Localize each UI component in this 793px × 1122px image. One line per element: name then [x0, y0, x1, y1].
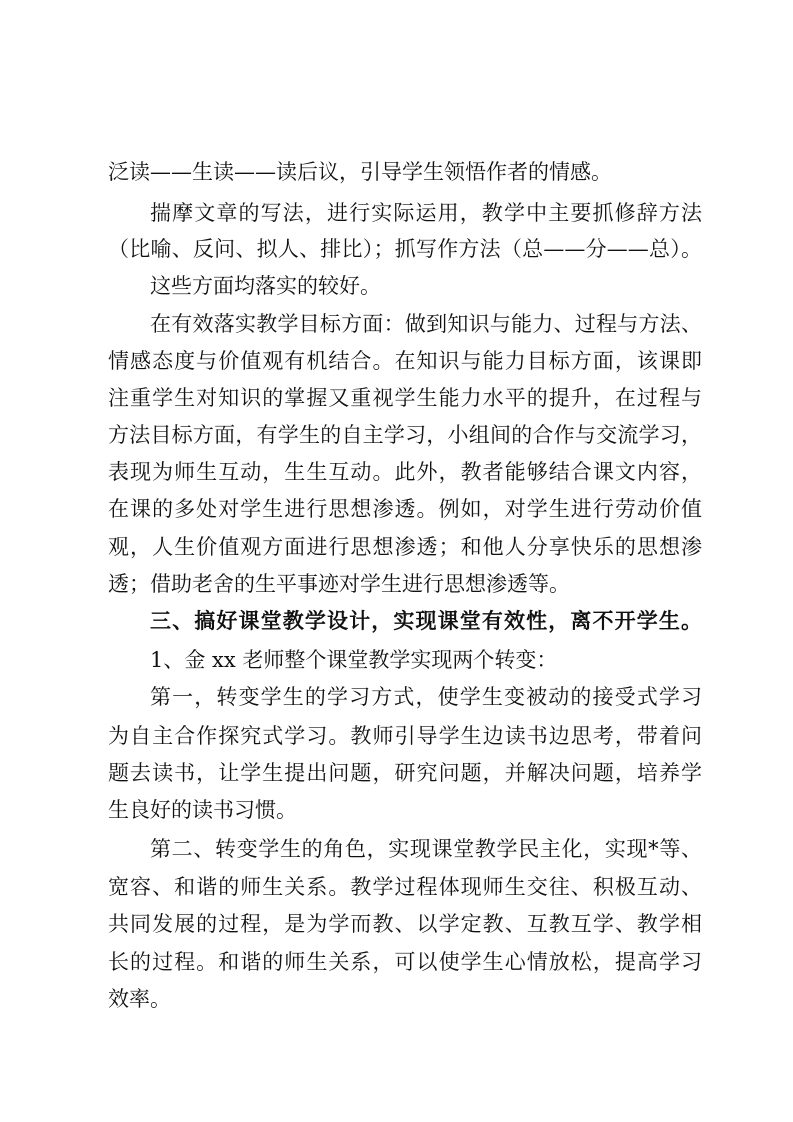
paragraph-line: 为自主合作探究式学习。教师引导学生边读书边思考，带着问 — [108, 724, 702, 748]
paragraph-line: 第二、转变学生的角色，实现课堂教学民主化，实现*等、 — [150, 837, 702, 861]
paragraph-line: 表现为师生互动，生生互动。此外，教者能够结合课文内容， — [108, 460, 702, 484]
paragraph-line: 透；借助老舍的生平事迹对学生进行思想渗透等。 — [108, 572, 570, 596]
paragraph-line: 在有效落实教学目标方面：做到知识与能力、过程与方法、 — [150, 312, 702, 336]
paragraph-line: （比喻、反问、拟人、排比）；抓写作方法（总——分——总）。 — [108, 237, 702, 261]
paragraph-line: 揣摩文章的写法，进行实际运用，教学中主要抓修辞方法 — [150, 201, 702, 225]
paragraph-line: 宽容、和谐的师生关系。教学过程体现师生交往、积极互动、 — [108, 875, 702, 899]
paragraph-line: 1、金 xx 老师整个课堂教学实现两个转变： — [150, 648, 558, 672]
paragraph-line: 生良好的读书习惯。 — [108, 798, 297, 822]
paragraph-line: 第一，转变学生的学习方式，使学生变被动的接受式学习 — [150, 685, 702, 709]
paragraph-line: 方法目标方面，有学生的自主学习，小组间的合作与交流学习， — [108, 423, 702, 447]
paragraph-line: 这些方面均落实的较好。 — [150, 274, 381, 298]
paragraph-line: 在课的多处对学生进行思想渗透。例如，对学生进行劳动价值 — [108, 497, 702, 521]
paragraph-line: 注重学生对知识的掌握又重视学生能力水平的提升，在过程与 — [108, 386, 702, 410]
paragraph-line: 情感态度与价值观有机结合。在知识与能力目标方面，该课即 — [108, 349, 702, 373]
paragraph-line: 效率。 — [108, 987, 171, 1011]
section-heading: 三、搞好课堂教学设计，实现课堂有效性，离不开学生。 — [150, 608, 702, 633]
paragraph-line: 题去读书，让学生提出问题，研究问题，并解决问题，培养学 — [108, 761, 702, 785]
paragraph-line: 泛读——生读——读后议，引导学生领悟作者的情感。 — [108, 160, 612, 184]
paragraph-line: 观，人生价值观方面进行思想渗透；和他人分享快乐的思想渗 — [108, 535, 702, 559]
paragraph-line: 共同发展的过程，是为学而教、以学定教、互教互学、教学相 — [108, 912, 702, 936]
paragraph-line: 长的过程。和谐的师生关系，可以使学生心情放松，提高学习 — [108, 950, 702, 974]
